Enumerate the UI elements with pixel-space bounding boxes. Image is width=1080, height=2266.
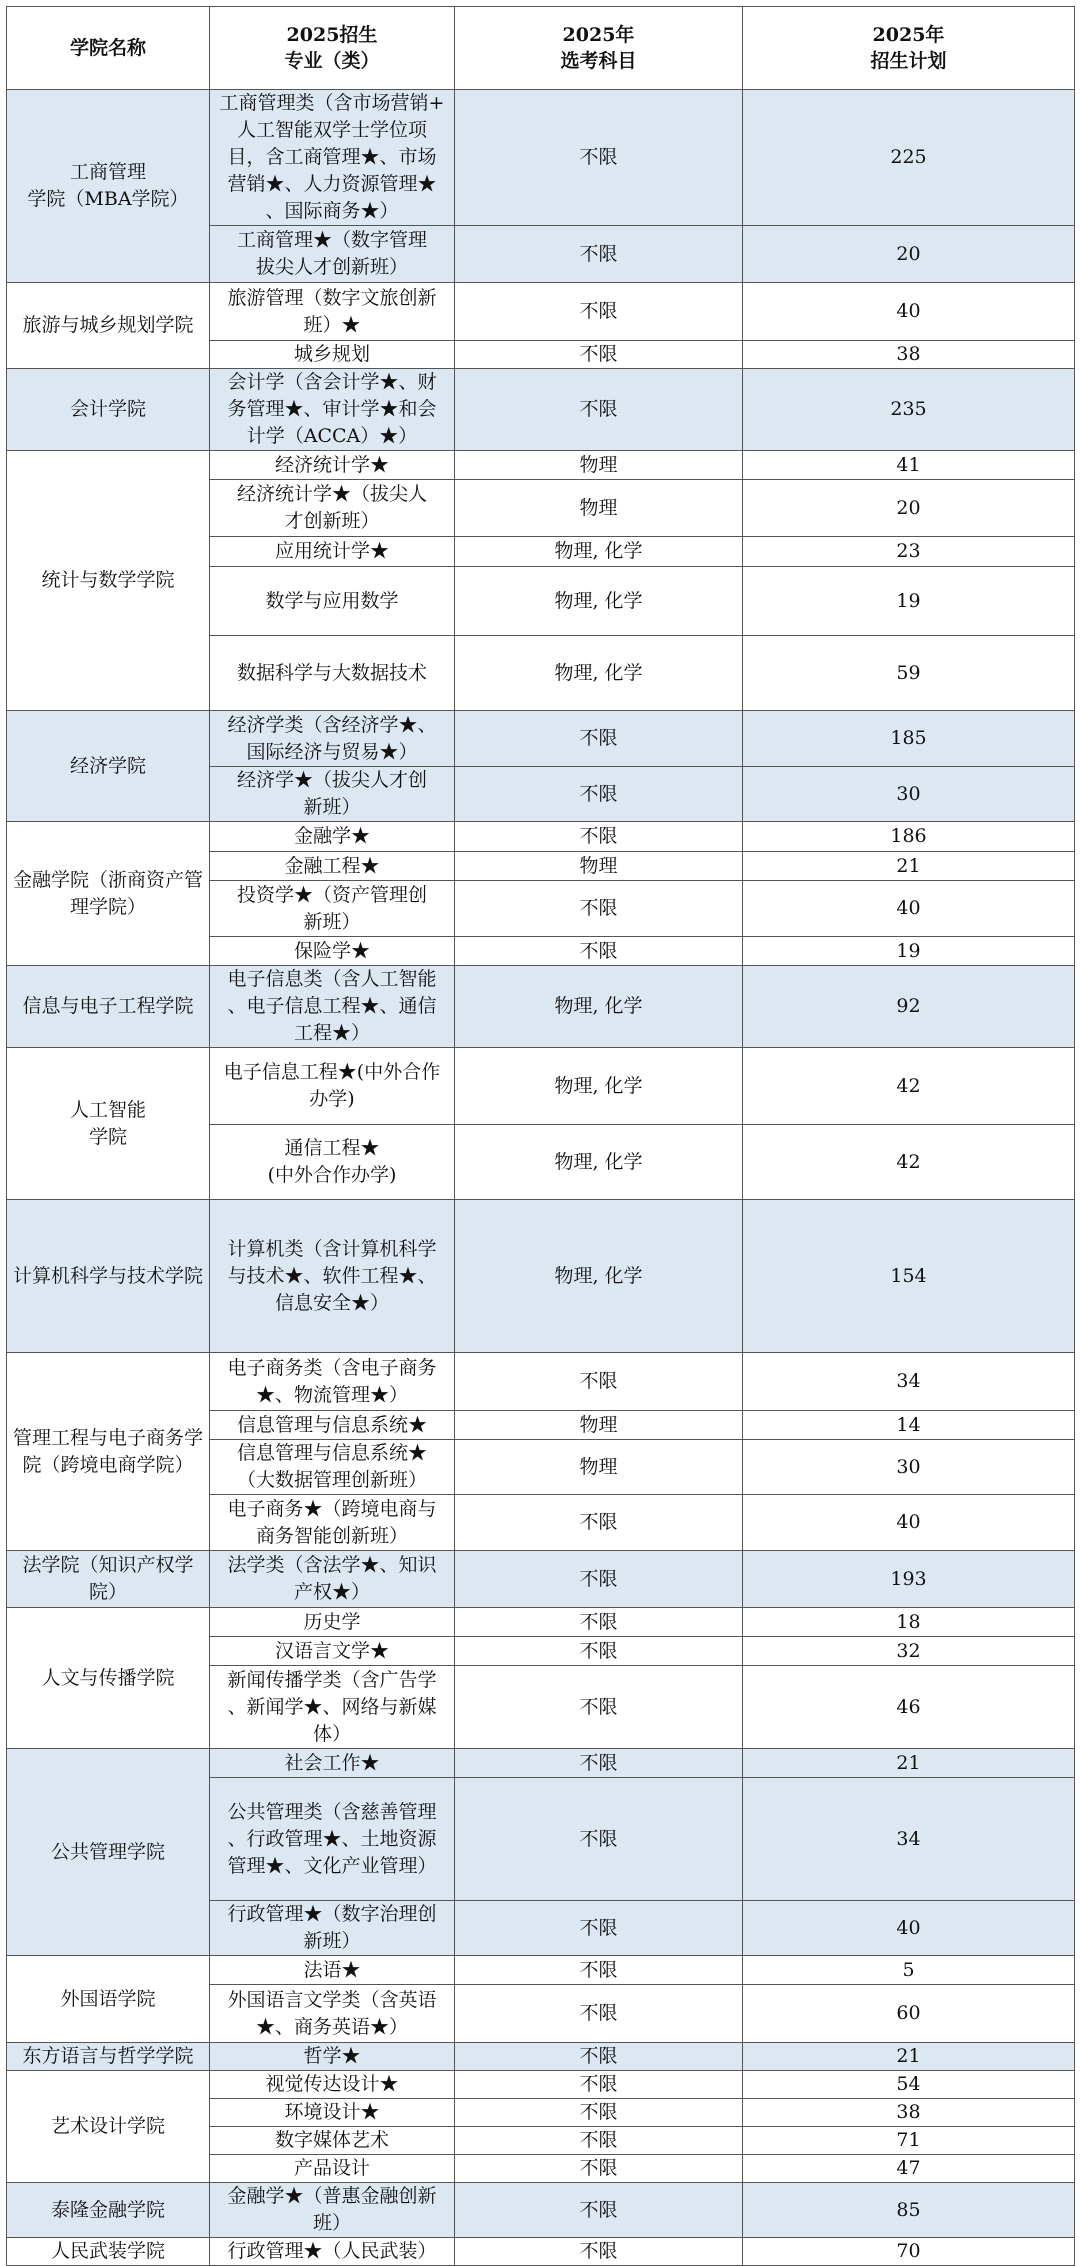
major-cell: 数学与应用数学 <box>210 567 455 636</box>
plan-cell: 21 <box>743 2043 1075 2071</box>
subjects-cell: 不限 <box>455 2071 743 2099</box>
plan-cell: 14 <box>743 1411 1075 1440</box>
subjects-cell: 物理, 化学 <box>455 537 743 567</box>
plan-cell: 154 <box>743 1200 1075 1353</box>
plan-cell: 40 <box>743 1901 1075 1956</box>
major-cell: 公共管理类（含慈善管理 、行政管理★、土地资源 管理★、文化产业管理） <box>210 1778 455 1901</box>
plan-cell: 19 <box>743 937 1075 966</box>
college-name-cell: 艺术设计学院 <box>7 2071 210 2183</box>
subjects-cell: 不限 <box>455 90 743 226</box>
major-cell: 新闻传播学类（含广告学 、新闻学★、网络与新媒 体） <box>210 1666 455 1749</box>
plan-cell: 5 <box>743 1956 1075 1985</box>
major-cell: 环境设计★ <box>210 2099 455 2127</box>
plan-cell: 54 <box>743 2071 1075 2099</box>
major-cell: 经济学类（含经济学★、 国际经济与贸易★） <box>210 711 455 767</box>
subjects-cell: 不限 <box>455 283 743 341</box>
plan-cell: 40 <box>743 881 1075 937</box>
college-name-cell: 泰隆金融学院 <box>7 2183 210 2238</box>
major-cell: 电子商务类（含电子商务 ★、物流管理★） <box>210 1353 455 1411</box>
plan-cell: 21 <box>743 852 1075 881</box>
subjects-cell: 不限 <box>455 937 743 966</box>
subjects-cell: 不限 <box>455 2155 743 2183</box>
enrollment-plan-table <box>6 6 1075 2266</box>
plan-cell: 23 <box>743 537 1075 567</box>
major-cell: 旅游管理（数字文旅创新 班）★ <box>210 283 455 341</box>
college-name-cell: 人文与传播学院 <box>7 1608 210 1749</box>
table-row <box>7 1353 1075 1411</box>
plan-cell: 60 <box>743 1985 1075 2043</box>
subjects-cell: 不限 <box>455 1901 743 1956</box>
plan-cell: 40 <box>743 1495 1075 1551</box>
plan-cell: 38 <box>743 2099 1075 2127</box>
major-cell: 工商管理类（含市场营销+ 人工智能双学士学位项 目，含工商管理★、市场 营销★、人力资源管理★ 、国际商务★） <box>210 90 455 226</box>
table-row <box>7 90 1075 226</box>
college-name-cell: 金融学院（浙商资产管 理学院） <box>7 822 210 966</box>
college-name-cell: 经济学院 <box>7 711 210 822</box>
table-row <box>7 1749 1075 1778</box>
major-cell: 经济统计学★（拔尖人 才创新班） <box>210 480 455 537</box>
subjects-cell: 不限 <box>455 2238 743 2266</box>
table-row <box>7 711 1075 767</box>
college-name-cell: 法学院（知识产权学 院） <box>7 1551 210 1608</box>
plan-cell: 32 <box>743 1637 1075 1666</box>
subjects-cell: 不限 <box>455 369 743 451</box>
plan-cell: 47 <box>743 2155 1075 2183</box>
subjects-cell: 不限 <box>455 1551 743 1608</box>
table-header-row <box>7 7 1075 90</box>
major-cell: 会计学（含会计学★、财 务管理★、审计学★和会 计学（ACCA）★） <box>210 369 455 451</box>
header-plan: 2025年 招生计划 <box>743 7 1075 90</box>
plan-cell: 92 <box>743 966 1075 1048</box>
plan-cell: 21 <box>743 1749 1075 1778</box>
plan-cell: 18 <box>743 1608 1075 1637</box>
subjects-cell: 不限 <box>455 881 743 937</box>
plan-cell: 235 <box>743 369 1075 451</box>
major-cell: 哲学★ <box>210 2043 455 2071</box>
major-cell: 金融学★ <box>210 822 455 852</box>
major-cell: 数字媒体艺术 <box>210 2127 455 2155</box>
table-row <box>7 966 1075 1048</box>
subjects-cell: 物理, 化学 <box>455 567 743 636</box>
major-cell: 经济统计学★ <box>210 451 455 480</box>
subjects-cell: 不限 <box>455 1353 743 1411</box>
header-subjects: 2025年 选考科目 <box>455 7 743 90</box>
plan-cell: 70 <box>743 2238 1075 2266</box>
table-row <box>7 1608 1075 1637</box>
college-name-cell: 信息与电子工程学院 <box>7 966 210 1048</box>
plan-cell: 225 <box>743 90 1075 226</box>
plan-cell: 30 <box>743 1440 1075 1495</box>
subjects-cell: 物理, 化学 <box>455 1125 743 1200</box>
major-cell: 电子信息工程★(中外合作 办学) <box>210 1048 455 1125</box>
subjects-cell: 物理, 化学 <box>455 966 743 1048</box>
college-name-cell: 会计学院 <box>7 369 210 451</box>
major-cell: 视觉传达设计★ <box>210 2071 455 2099</box>
college-name-cell: 工商管理 学院（MBA学院） <box>7 90 210 283</box>
subjects-cell: 不限 <box>455 2099 743 2127</box>
plan-cell: 46 <box>743 1666 1075 1749</box>
major-cell: 计算机类（含计算机科学 与技术★、软件工程★、 信息安全★） <box>210 1200 455 1353</box>
major-cell: 通信工程★ (中外合作办学) <box>210 1125 455 1200</box>
plan-cell: 20 <box>743 480 1075 537</box>
subjects-cell: 不限 <box>455 2127 743 2155</box>
table-row <box>7 1956 1075 1985</box>
major-cell: 城乡规划 <box>210 341 455 369</box>
major-cell: 社会工作★ <box>210 1749 455 1778</box>
plan-cell: 41 <box>743 451 1075 480</box>
subjects-cell: 不限 <box>455 2043 743 2071</box>
plan-cell: 34 <box>743 1778 1075 1901</box>
subjects-cell: 不限 <box>455 1666 743 1749</box>
table-body <box>7 90 1075 2266</box>
college-name-cell: 计算机科学与技术学院 <box>7 1200 210 1353</box>
major-cell: 金融学★（普惠金融创新 班） <box>210 2183 455 2238</box>
major-cell: 数据科学与大数据技术 <box>210 636 455 711</box>
plan-cell: 30 <box>743 767 1075 822</box>
college-name-cell: 外国语学院 <box>7 1956 210 2043</box>
plan-cell: 193 <box>743 1551 1075 1608</box>
college-name-cell: 旅游与城乡规划学院 <box>7 283 210 369</box>
subjects-cell: 物理 <box>455 1440 743 1495</box>
table-row <box>7 369 1075 451</box>
plan-cell: 40 <box>743 283 1075 341</box>
major-cell: 投资学★（资产管理创 新班） <box>210 881 455 937</box>
college-name-cell: 人民武装学院 <box>7 2238 210 2266</box>
header-college: 学院名称 <box>7 7 210 90</box>
plan-cell: 19 <box>743 567 1075 636</box>
subjects-cell: 不限 <box>455 822 743 852</box>
plan-cell: 185 <box>743 711 1075 767</box>
subjects-cell: 不限 <box>455 1637 743 1666</box>
subjects-cell: 不限 <box>455 341 743 369</box>
college-name-cell: 人工智能 学院 <box>7 1048 210 1200</box>
table-row <box>7 2043 1075 2071</box>
plan-cell: 20 <box>743 226 1075 283</box>
college-name-cell: 管理工程与电子商务学 院（跨境电商学院） <box>7 1353 210 1551</box>
major-cell: 经济学★（拔尖人才创 新班） <box>210 767 455 822</box>
major-cell: 金融工程★ <box>210 852 455 881</box>
table-row <box>7 1551 1075 1608</box>
college-name-cell: 统计与数学学院 <box>7 451 210 711</box>
plan-cell: 42 <box>743 1048 1075 1125</box>
major-cell: 电子信息类（含人工智能 、电子信息工程★、通信 工程★） <box>210 966 455 1048</box>
subjects-cell: 物理 <box>455 1411 743 1440</box>
table-row <box>7 451 1075 480</box>
major-cell: 电子商务★（跨境电商与 商务智能创新班） <box>210 1495 455 1551</box>
table-row <box>7 2183 1075 2238</box>
major-cell: 行政管理★（数字治理创 新班） <box>210 1901 455 1956</box>
subjects-cell: 不限 <box>455 711 743 767</box>
major-cell: 行政管理★（人民武装） <box>210 2238 455 2266</box>
plan-cell: 42 <box>743 1125 1075 1200</box>
header-major: 2025招生 专业（类） <box>210 7 455 90</box>
table-row <box>7 283 1075 341</box>
major-cell: 应用统计学★ <box>210 537 455 567</box>
table-row <box>7 1200 1075 1353</box>
major-cell: 法学类（含法学★、知识 产权★） <box>210 1551 455 1608</box>
plan-cell: 34 <box>743 1353 1075 1411</box>
table-row <box>7 2238 1075 2266</box>
college-name-cell: 东方语言与哲学学院 <box>7 2043 210 2071</box>
major-cell: 保险学★ <box>210 937 455 966</box>
plan-cell: 186 <box>743 822 1075 852</box>
subjects-cell: 不限 <box>455 767 743 822</box>
major-cell: 历史学 <box>210 1608 455 1637</box>
subjects-cell: 不限 <box>455 1495 743 1551</box>
major-cell: 信息管理与信息系统★ <box>210 1411 455 1440</box>
plan-cell: 38 <box>743 341 1075 369</box>
subjects-cell: 物理, 化学 <box>455 1200 743 1353</box>
subjects-cell: 不限 <box>455 1778 743 1901</box>
subjects-cell: 不限 <box>455 1956 743 1985</box>
plan-cell: 59 <box>743 636 1075 711</box>
major-cell: 外国语言文学类（含英语 ★、商务英语★） <box>210 1985 455 2043</box>
major-cell: 产品设计 <box>210 2155 455 2183</box>
subjects-cell: 物理 <box>455 480 743 537</box>
major-cell: 工商管理★（数字管理 拔尖人才创新班） <box>210 226 455 283</box>
plan-cell: 71 <box>743 2127 1075 2155</box>
subjects-cell: 物理, 化学 <box>455 1048 743 1125</box>
subjects-cell: 不限 <box>455 1985 743 2043</box>
subjects-cell: 不限 <box>455 2183 743 2238</box>
major-cell: 信息管理与信息系统★ （大数据管理创新班） <box>210 1440 455 1495</box>
college-name-cell: 公共管理学院 <box>7 1749 210 1956</box>
table-row <box>7 2071 1075 2099</box>
plan-cell: 85 <box>743 2183 1075 2238</box>
subjects-cell: 不限 <box>455 226 743 283</box>
major-cell: 法语★ <box>210 1956 455 1985</box>
subjects-cell: 物理, 化学 <box>455 636 743 711</box>
table-row <box>7 822 1075 852</box>
major-cell: 汉语言文学★ <box>210 1637 455 1666</box>
subjects-cell: 物理 <box>455 852 743 881</box>
table-row <box>7 1048 1075 1125</box>
subjects-cell: 物理 <box>455 451 743 480</box>
subjects-cell: 不限 <box>455 1749 743 1778</box>
subjects-cell: 不限 <box>455 1608 743 1637</box>
